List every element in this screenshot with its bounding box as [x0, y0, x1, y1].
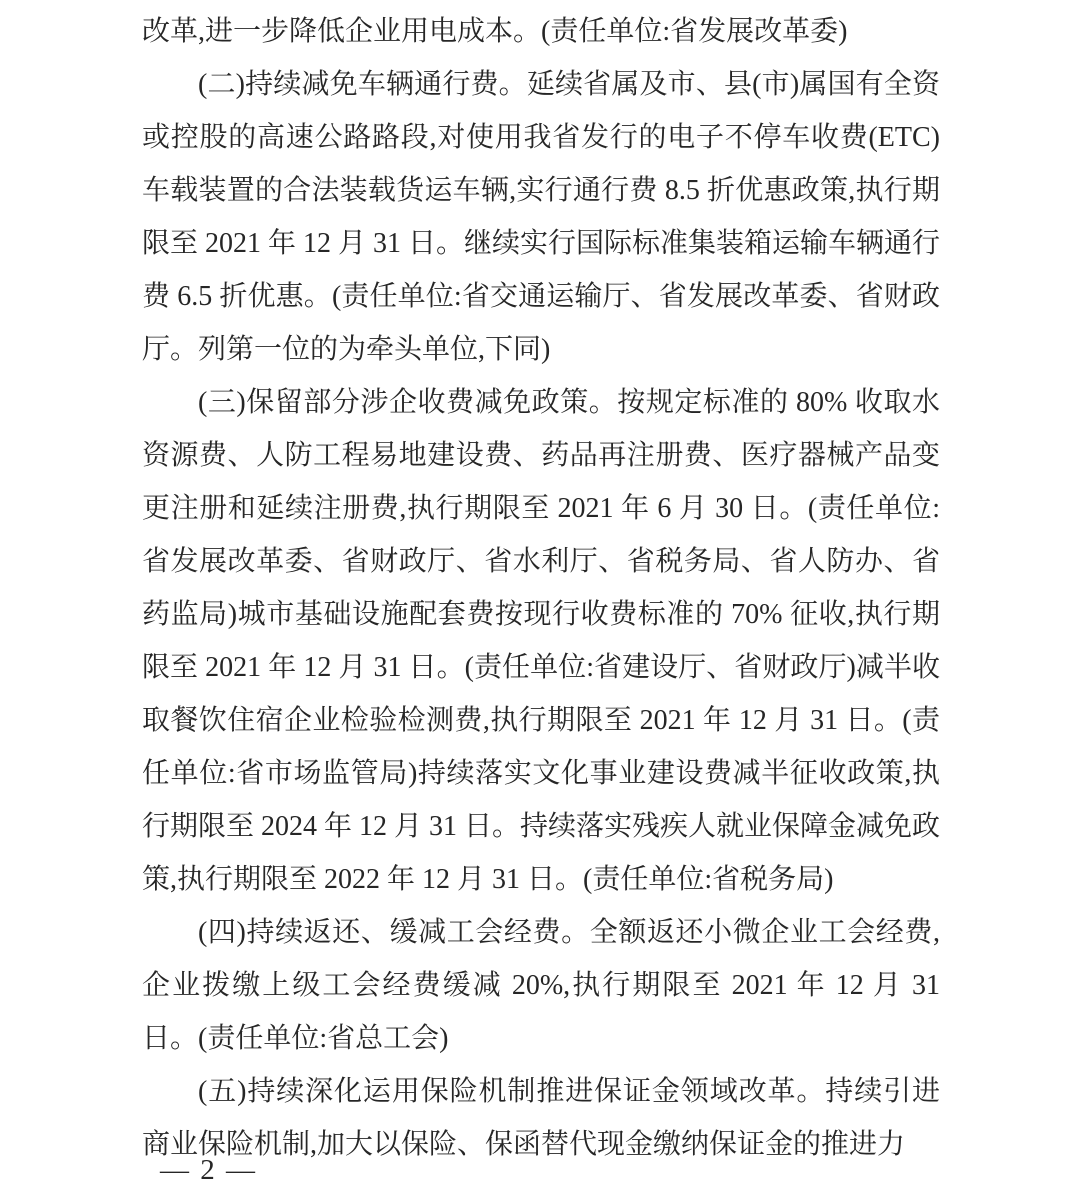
paragraph-item-3: (三)保留部分涉企收费减免政策。按规定标准的 80% 收取水资源费、人防工程易地建设费、药品再注册费、医疗器械产品变更注册和延续注册费,执行期限至 2021 年 6 月 30 日。(责任单位:省发展改革委、省财政厅、省水利厅、省税务局、省人防办、省药监局)城市基础设施配套费按现行收费标准的 70% 征收,执行期限至 2021 年 12 月 31 日。(责任单位:省建设厅、省财政厅)减半收取餐饮住宿企业检验检测费,执行期限至 2021 年 12 月 31 日。(责任单位:省市场监管局)持续落实文化事业建设费减半征收政策,执行期限至 2024 年 12 月 31 日。持续落实残疾人就业保障金减免政策,执行期限至 2022 年 12 月 31 日。(责任单位:省税务局): [142, 387, 941, 895]
paragraph-continuation: 改革,进一步降低企业用电成本。(责任单位:省发展改革委): [142, 16, 848, 47]
paragraph-item-4: (四)持续返还、缓减工会经费。全额返还小微企业工会经费,企业拨缴上级工会经费缓减 20%,执行期限至 2021 年 12 月 31 日。(责任单位:省总工会): [142, 917, 940, 1054]
paragraph-item-5: (五)持续深化运用保险机制推进保证金领域改革。持续引进商业保险机制,加大以保险、保函替代现金缴纳保证金的推进力: [142, 1076, 940, 1160]
paragraph-item-2: (二)持续减免车辆通行费。延续省属及市、县(市)属国有全资或控股的高速公路路段,对使用我省发行的电子不停车收费(ETC)车载装置的合法装载货运车辆,实行通行费 8.5 折优惠政策,执行期限至 2021 年 12 月 31 日。继续实行国际标准集装箱运输车辆通行费 6.5 折优惠。(责任单位:省交通运输厅、省发展改革委、省财政厅。列第一位的为牵头单位,下同): [142, 69, 941, 365]
page-number: — 2 —: [160, 1154, 257, 1186]
document-body: [142, 5, 940, 1171]
